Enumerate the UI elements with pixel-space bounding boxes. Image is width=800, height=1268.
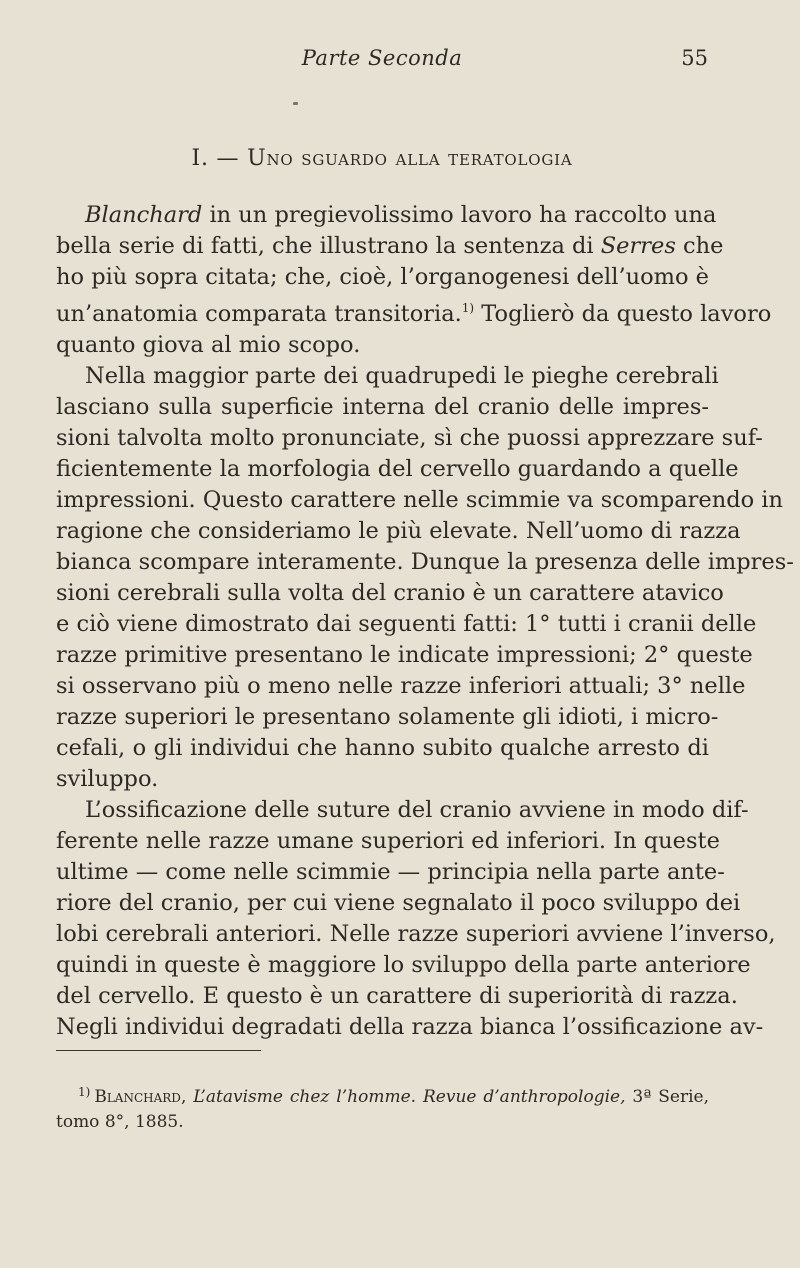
footnote-title: L’atavisme chez l’homme. bbox=[193, 1087, 417, 1107]
text-line: si osservano più o meno nelle razze inferiori attuali; 3° nelle bbox=[56, 673, 746, 699]
text-line: Blanchard in un pregievolissimo lavoro ha raccolto una bbox=[85, 202, 717, 228]
page-number: 55 bbox=[681, 46, 708, 70]
text-line: del cervello. E questo è un carattere di superiorità di razza. bbox=[56, 983, 738, 1009]
text-line: sviluppo. bbox=[56, 766, 159, 792]
text-line: quanto giova al mio scopo. bbox=[56, 332, 361, 358]
text-line: quindi in queste è maggiore lo sviluppo della parte anteriore bbox=[56, 952, 751, 978]
paragraph-3 bbox=[56, 795, 776, 1043]
footnote-line: tomo 8°, 1885. bbox=[56, 1112, 184, 1132]
text-line: razze primitive presentano le indicate impressioni; 2° queste bbox=[56, 642, 753, 668]
ink-speck bbox=[293, 102, 298, 105]
footnote-series: 3ª Serie, bbox=[625, 1087, 709, 1107]
text-line: Negli individui degradati della razza bianca l’ossificazione av- bbox=[56, 1014, 764, 1040]
text-line: razze superiori le presentano solamente gli idioti, i micro- bbox=[56, 704, 719, 730]
text-line: bella serie di fatti, che illustrano la sentenza di Serres che bbox=[56, 233, 724, 259]
text-line: lobi cerebrali anteriori. Nelle razze superiori avviene l’inverso, bbox=[56, 921, 776, 947]
text-line: sioni talvolta molto pronunciate, sì che puossi apprezzare suf- bbox=[56, 425, 763, 451]
footnote-journal: Revue d’anthropologie, bbox=[422, 1087, 626, 1107]
text-line: un’anatomia comparata transitoria.$^{1)}$ Toglierò da questo lavoro bbox=[56, 301, 772, 327]
running-title: Parte Seconda bbox=[301, 46, 463, 70]
body-text bbox=[56, 200, 794, 1043]
text-line: riore del cranio, per cui viene segnalato il poco sviluppo dei bbox=[56, 890, 741, 916]
text-line: sioni cerebrali sulla volta del cranio è un carattere atavico bbox=[56, 580, 724, 606]
text-line: L’ossificazione delle suture del cranio avviene in modo dif- bbox=[85, 797, 749, 823]
text-line: lasciano sulla superficie interna del cranio delle impres- bbox=[56, 394, 709, 420]
text-line: ferente nelle razze umane superiori ed inferiori. In queste bbox=[56, 828, 720, 854]
footnote-divider bbox=[56, 1050, 261, 1051]
text-line: ho più sopra citata; che, cioè, l’organogenesi dell’uomo è bbox=[56, 264, 709, 290]
footnote-line: $^{1)}$ Blanchard, L’atavisme chez l’homme. Revue d’anthropologie, 3ª Serie, bbox=[78, 1085, 709, 1107]
running-header bbox=[56, 46, 708, 76]
author-name: Serres bbox=[600, 233, 676, 259]
text-line: ultime — come nelle scimmie — principia nella parte ante- bbox=[56, 859, 725, 885]
text-line: ficientemente la morfologia del cervello guardando a quelle bbox=[56, 456, 739, 482]
footnote-ref[interactable]: 1) bbox=[461, 301, 475, 315]
text-line: e ciò viene dimostrato dai seguenti fatti: 1° tutti i cranii delle bbox=[56, 611, 757, 637]
text-line: Nella maggior parte dei quadrupedi le pieghe cerebrali bbox=[85, 363, 719, 389]
text-line: ragione che consideriamo le più elevate. Nell’uomo di razza bbox=[56, 518, 741, 544]
author-name: Blanchard bbox=[85, 202, 203, 228]
text-line: cefali, o gli individui che hanno subito qualche arresto di bbox=[56, 735, 709, 761]
paragraph-1 bbox=[56, 200, 772, 361]
paragraph-2 bbox=[56, 361, 794, 795]
text-line: bianca scompare interamente. Dunque la presenza delle impres- bbox=[56, 549, 794, 575]
footnote-marker: 1) bbox=[78, 1085, 91, 1099]
text-line: impressioni. Questo carattere nelle scimmie va scomparendo in bbox=[56, 487, 783, 513]
footnote bbox=[56, 1080, 709, 1135]
chapter-title: I. — Uno sguardo alla teratologia bbox=[191, 146, 573, 171]
footnote-author: Blanchard bbox=[94, 1087, 181, 1107]
